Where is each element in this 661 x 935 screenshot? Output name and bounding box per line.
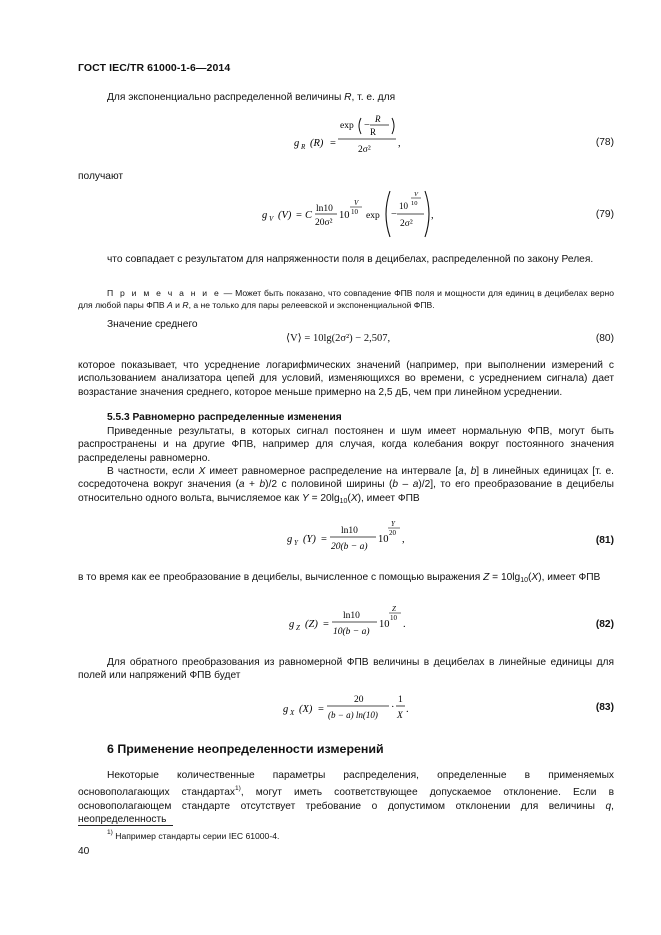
eq79-lparen bbox=[386, 191, 390, 237]
eq81-tail: , bbox=[402, 534, 405, 545]
eq81-eq: = bbox=[321, 534, 327, 545]
eq79-C: C bbox=[305, 210, 313, 221]
equation-80 bbox=[0, 330, 661, 352]
equation-81 bbox=[0, 518, 661, 558]
eq78-minus: − bbox=[364, 120, 370, 131]
footnote-separator bbox=[78, 825, 173, 826]
equation-83 bbox=[0, 688, 661, 728]
eq79-pow-den: 10 bbox=[351, 208, 358, 216]
eq83-dot: · bbox=[391, 702, 395, 713]
eq78-tail: , bbox=[398, 138, 401, 149]
equation-81-figure bbox=[0, 518, 661, 558]
equation-82-figure bbox=[0, 601, 661, 641]
eq82-num: ln10 bbox=[343, 611, 360, 621]
eq83-sub: X bbox=[290, 709, 295, 717]
eq81-pow-base: 10 bbox=[378, 534, 389, 545]
eq79-pow-base: 10 bbox=[339, 210, 350, 221]
eq78-rparen bbox=[392, 118, 394, 134]
eq82-pow-num: Z bbox=[392, 605, 396, 613]
eq83-den: (b − a) ln(10) bbox=[328, 710, 378, 720]
eq82-tail: . bbox=[403, 619, 406, 630]
eq83-g: g bbox=[283, 704, 289, 715]
page-number: 40 bbox=[78, 846, 90, 857]
equation-number-79: (79) bbox=[595, 209, 614, 220]
eq79-minus: − bbox=[391, 209, 397, 220]
equation-number-83: (83) bbox=[595, 702, 614, 713]
eq82-arg: (Z) bbox=[305, 619, 318, 630]
eq79-f1-den: 20σ² bbox=[315, 218, 333, 228]
eq78-inner-num: R bbox=[375, 114, 381, 124]
paragraph-coincides: что совпадает с результатом для напряженности поля в децибелах, распределенной по закону Релея. bbox=[107, 254, 594, 265]
equation-number-80: (80) bbox=[595, 333, 614, 344]
eq79-in-base: 10 bbox=[399, 201, 408, 211]
eq81-arg: (Y) bbox=[303, 534, 316, 545]
subsection-5-5-3: 5.5.3 Равномерно распределенные изменения bbox=[107, 412, 342, 423]
eq79-f1-num: ln10 bbox=[316, 204, 333, 214]
document-header: ГОСТ IEC/TR 61000-1-6—2014 bbox=[78, 62, 231, 74]
eq83-num: 20 bbox=[354, 695, 364, 705]
eq82-den: 10(b − a) bbox=[333, 627, 370, 637]
eq82-pow-base: 10 bbox=[379, 619, 390, 630]
eq78-sub: R bbox=[301, 143, 306, 151]
eq83-den2: X bbox=[397, 711, 403, 721]
paragraph-inverse: Для обратного преобразования из равномерной ФПВ величины в децибелах в линейные единицы для полей или напряжений ФПВ будет bbox=[78, 657, 614, 682]
equation-79 bbox=[0, 187, 661, 242]
eq83-arg: (X) bbox=[299, 704, 313, 715]
eq78-arg: (R) bbox=[310, 138, 324, 149]
eq83-eq: = bbox=[318, 704, 324, 715]
eq78-den: 2σ² bbox=[358, 145, 371, 155]
eq78-eq: = bbox=[330, 138, 336, 149]
footnote: $^{1)}$ Например стандарты серии IEC 61000-4. bbox=[107, 829, 280, 841]
equation-78-figure bbox=[0, 112, 661, 162]
eq81-g: g bbox=[287, 534, 293, 545]
eq79-arg: (V) bbox=[278, 210, 292, 221]
eq79-in-exp-den: 10 bbox=[411, 200, 418, 207]
eq81-den: 20(b − a) bbox=[331, 542, 368, 552]
eq82-g: g bbox=[289, 619, 295, 630]
eq81-pow-den: 20 bbox=[389, 529, 396, 537]
eq82-sub: Z bbox=[296, 624, 300, 632]
paragraph-poluchayut: получают bbox=[78, 171, 124, 182]
eq78-lparen bbox=[359, 118, 361, 134]
eq81-num: ln10 bbox=[341, 526, 358, 536]
equation-82 bbox=[0, 601, 661, 641]
eq82-pow-den: 10 bbox=[390, 614, 397, 622]
eq79-sub: V bbox=[269, 215, 274, 223]
equation-number-78: (78) bbox=[595, 137, 614, 148]
equation-78 bbox=[0, 112, 661, 162]
paragraph-in-particular: В частности, если X имеет равномерное распределение на интервале [a, b] в линейных единицах [т. е. сосредоточена вокруг значения (a + b)/2 с половиной ширины (b – a)/2], то его преобразование в децибелы относительно одного вольта, вычисляемое как $Y = 20\lg_{10}(X)$, имеет ФПВ bbox=[78, 466, 614, 505]
note-block: П р и м е ч а н и е — Может быть показано, что совпадение ФПВ поля и мощности для единиц в децибелах верно для любой пары ФПВ A и R, а не только для пары релеевской и экспоненциальной ФПВ. bbox=[78, 288, 614, 310]
paragraph-shows: которое показывает, что усреднение логарифмических значений (например, при выполнении измерений с использованием анализатора цепей для условий, изменяющихся во времени, с усреднением сигнала) дает возрастание значения среднего, которое меньше примерно на 2,5 дБ, чем при линейном усреднении. bbox=[78, 360, 614, 398]
equation-number-81: (81) bbox=[595, 535, 614, 546]
equation-83-figure bbox=[0, 688, 661, 728]
paragraph-results: Приведенные результаты, в которых сигнал постоянен и шум имеет нормальную ФПВ, могут быть распространены и на другие ФПВ, например для случая, когда колебания вокруг постоянного значения распределены равномерно. bbox=[78, 426, 614, 464]
eq78-exp: exp bbox=[340, 121, 354, 131]
eq79-in-exp-num: V bbox=[414, 191, 418, 198]
eq78-g: g bbox=[294, 138, 300, 149]
section-6-heading: 6 Применение неопределенности измерений bbox=[107, 742, 384, 756]
eq79-exp: exp bbox=[366, 211, 380, 221]
eq83-num2: 1 bbox=[398, 695, 403, 705]
eq83-tail: . bbox=[406, 704, 409, 715]
eq79-in-den: 2σ² bbox=[400, 219, 413, 229]
eq78-inner-den: R bbox=[370, 127, 377, 137]
eq79-rparen bbox=[425, 191, 429, 237]
eq81-sub: Y bbox=[294, 539, 298, 547]
eq82-eq: = bbox=[323, 619, 329, 630]
paragraph-some-parameters: Некоторые количественные параметры распределения, определенные в применяемых основополагающих стандартах$^{1)}$, могут иметь соответствующее допускаемое отклонение. Если в основополагающем стандарте отсутствует требование о допустимом отклонении для величины q, неопределенность bbox=[78, 770, 614, 826]
eq79-g: g bbox=[262, 210, 268, 221]
eq79-eq: = bbox=[296, 210, 302, 221]
equation-number-82: (82) bbox=[595, 619, 614, 630]
eq81-pow-num: Y bbox=[391, 520, 395, 528]
paragraph-mean-value: Значение среднего bbox=[107, 319, 198, 330]
equation-79-figure bbox=[0, 187, 661, 242]
eq79-tail: , bbox=[431, 210, 434, 221]
eq79-pow-num: V bbox=[354, 199, 359, 207]
eq80-expression: ⟨V⟩ = 10lg(2σ²) − 2,507, bbox=[286, 333, 391, 344]
paragraph-meanwhile: в то время как ее преобразование в децибелы, вычисленное с помощью выражения $Z = 10\lg_{10}(X)$, имеет ФПВ bbox=[78, 572, 601, 584]
paragraph-exponential: Для экспоненциально распределенной величины R, т. е. для bbox=[107, 92, 396, 103]
